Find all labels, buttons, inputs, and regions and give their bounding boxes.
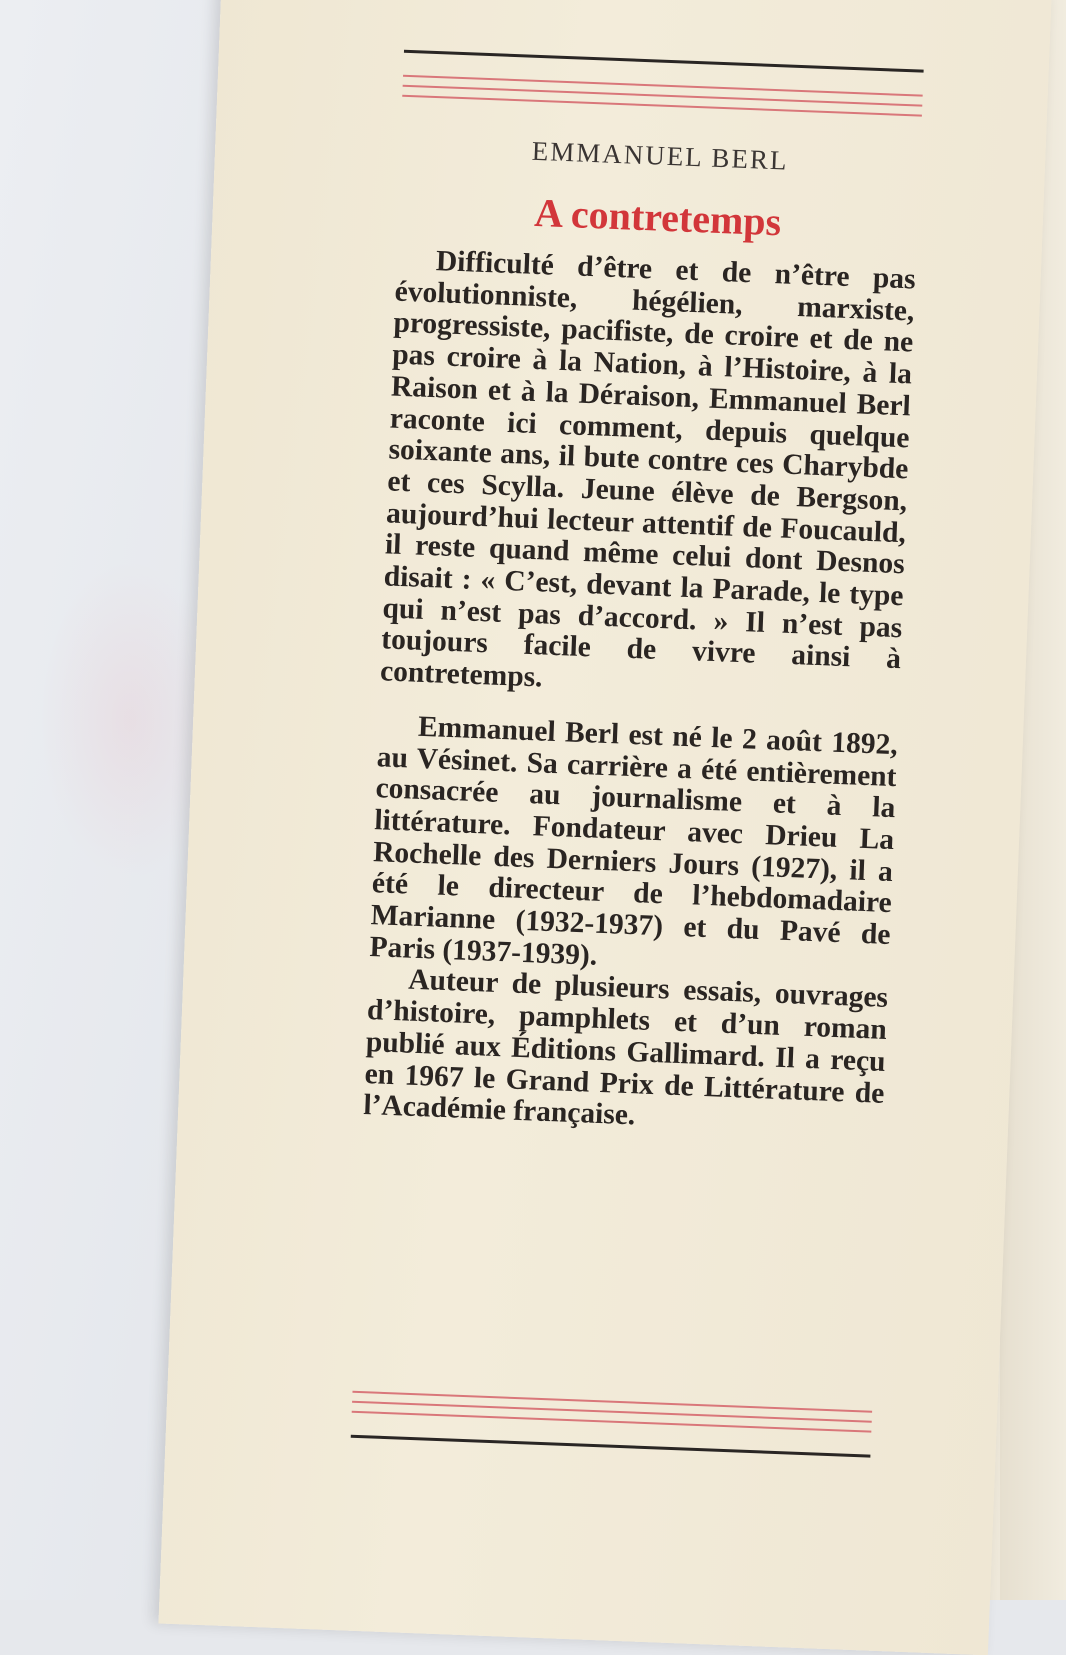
top-red-rule-3 [402,95,922,117]
bottom-red-rule-1 [352,1391,872,1413]
blurb-paragraph-1: Difficulté d’être et de n’être pas évolutionniste, hégélien, marxiste, progressiste, pacifiste, de croire et de ne pas croire à la Nation, à l’Histoire, à la Raison et à la Déraison, Emmanuel Berl raconte ici comment, depuis quelque soixante ans, il bute contre ces Charybde et ces Scylla. Jeune élève de Bergson, aujourd’hui lecteur attentif de Foucauld, il reste quand même celui dont Desnos disait : « C’est, devant la Parade, le type qui n’est pas d’accord. » Il n’est pas toujours facile de vivre ainsi à contretemps. [379,245,917,694]
book-flap [158,0,1051,1655]
book-title: A contretemps [533,189,783,245]
author-name: EMMANUEL BERL [531,135,790,176]
bio-paragraph: Emmanuel Berl est né le 2 août 1892, au Vésinet. Sa carrière a été entièrement consacrée au journalisme et à la littérature. Fondateur avec Drieu La Rochelle des Derniers Jours (1927), il a été le directeur de l’hebdomadaire Marianne (1932-1937) et du Pavé de Paris (1937-1939). [368,710,899,972]
top-red-rule-1 [403,75,923,97]
bottom-red-rule-2 [352,1401,872,1423]
top-black-rule [404,50,924,73]
top-red-rule-2 [403,85,923,107]
bottom-red-rule-3 [352,1411,872,1433]
bottom-black-rule [351,1435,871,1458]
flap-content [363,50,924,1142]
works-paragraph: Auteur de plusieurs essais, ouvrages d’histoire, pamphlets et d’un roman publié aux Éditions Gallimard. Il a reçu en 1967 le Grand Prix de Littérature de l’Académie française. [362,964,889,1132]
bottom-rules [351,1391,872,1458]
